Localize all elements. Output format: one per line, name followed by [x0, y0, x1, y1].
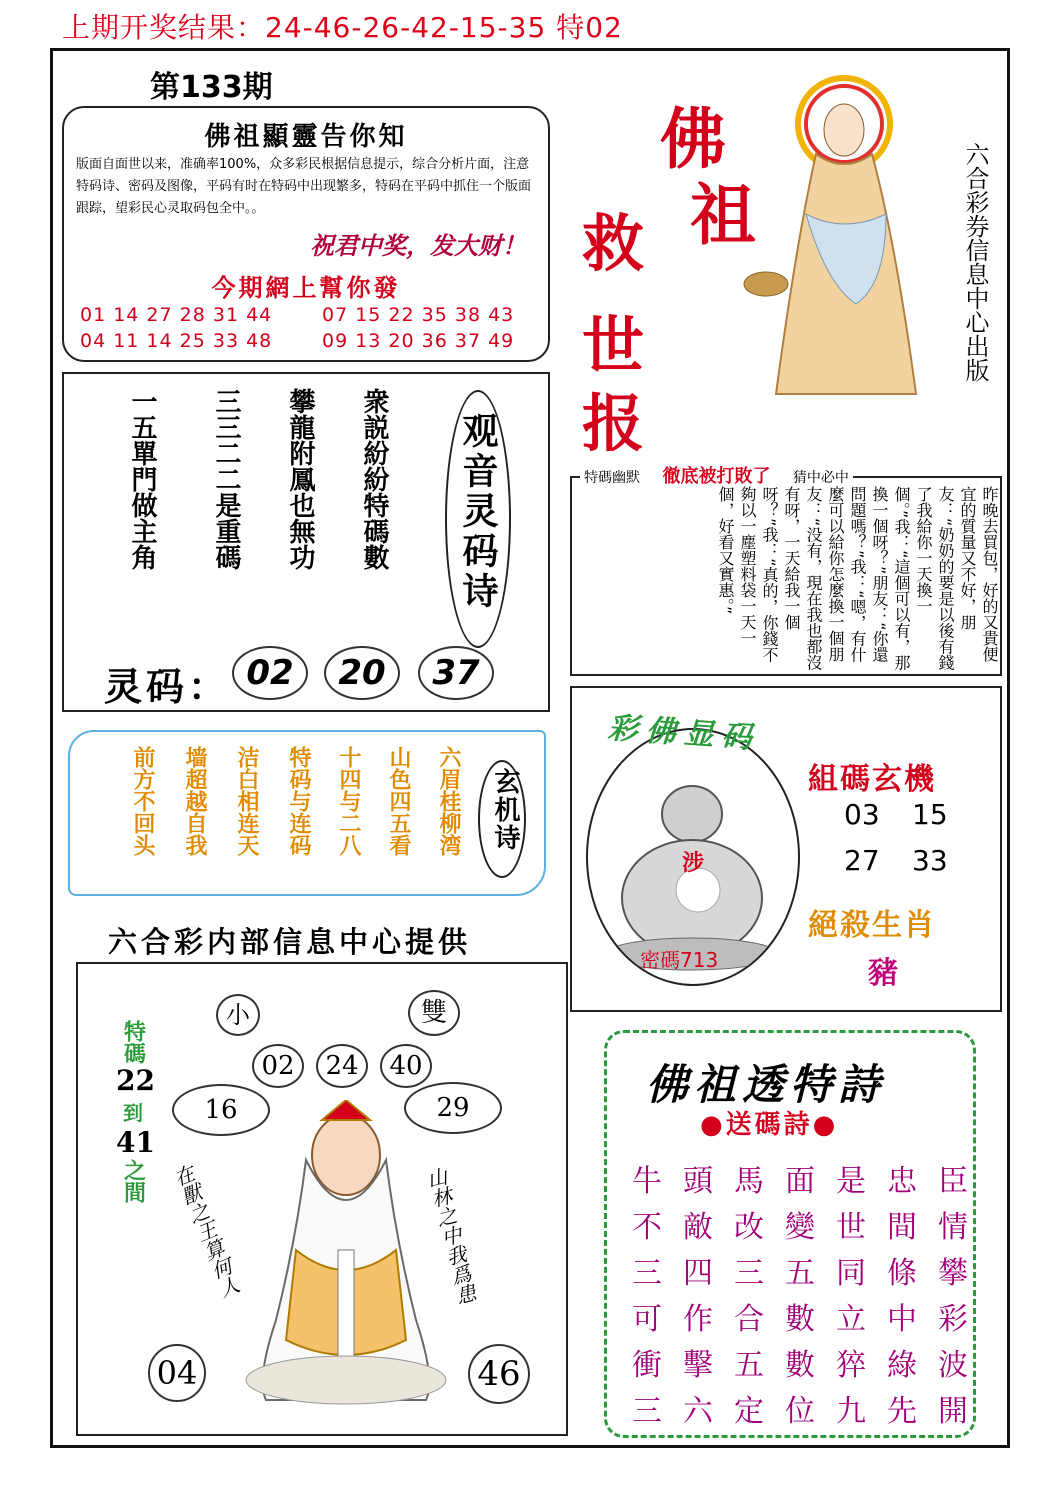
joke-head-title: 徹底被打敗了 — [662, 466, 771, 487]
tema-from: 22 — [116, 1064, 155, 1097]
jsx-title: 絕殺生肖 — [808, 908, 936, 943]
joke-head-right: 猜中必中 — [792, 470, 849, 486]
number-row-2-right: 09 13 20 36 37 49 — [322, 330, 515, 352]
number-row-1-left: 01 14 27 28 31 44 — [80, 304, 273, 326]
zuma-number: 15 — [912, 798, 948, 831]
belly-mark: 涉 — [682, 851, 705, 876]
poem-column: 攀龍附鳳也無功 — [285, 388, 315, 570]
title-char: 佛 — [660, 101, 726, 178]
xuanji-column: 特码与连码 — [286, 746, 311, 856]
guanyin-number: 46 — [468, 1344, 530, 1404]
title-char: 祖 — [690, 177, 756, 254]
xuanji-column: 六眉桂柳湾 — [436, 746, 461, 856]
guanyin-number: 24 — [316, 1044, 368, 1088]
box5-title: 佛祖透特詩 — [646, 1060, 887, 1109]
zuma-title: 組碼玄機 — [808, 762, 936, 797]
bodhisattva-image — [736, 64, 956, 414]
xuanji-column: 墙超越自我 — [182, 746, 207, 856]
xuanji-column: 十四与二八 — [336, 746, 361, 856]
tema-range — [116, 1020, 155, 1203]
poem-row: 不敵改變世間情 — [632, 1210, 989, 1245]
poem-row: 牛頭馬面是忠臣 — [632, 1164, 989, 1199]
number-row-2-left: 04 11 14 25 33 48 — [80, 330, 273, 352]
title-char: 报 — [582, 387, 645, 460]
arc-title: 彩佛显码 — [606, 710, 761, 757]
joke-header — [580, 462, 853, 488]
last-draw-result: 上期开奖结果：24-46-26-42-15-35 特02 — [62, 11, 623, 44]
joke-text: 昨晚去買包，好的又貴便宜的質量又不好，朋友：“奶奶的要是以後有錢了我給你一天換一個。”我：“這個可以有，那換一個呀？”朋友：“你還問題嗎？”我：“嗯，有什麼可以給你怎麼換一個朋友：“没有，現在我也都沒有呀，一天給我一個呀？”我：“真的，你錢不夠以一塵塑料袋一天一個，好看又實惠。” — [716, 486, 999, 671]
mima-code: 密碼713 — [640, 948, 719, 972]
guanyin-figure-image — [236, 1100, 456, 1410]
notice-description: 版面自面世以来，准确率100%，众多彩民根据信息提示，综合分析片面，注意特码诗、密码及图像，平码有时在特码中出现繁多，特码在平码中抓住一个版面跟踪，望彩民心灵取码包全中。。 — [76, 157, 532, 216]
tag-small: 小 — [216, 994, 260, 1036]
poem-column: 三三二二是重碼 — [211, 388, 241, 570]
guanyin-number: 40 — [380, 1044, 432, 1088]
number-row-1-right: 07 15 22 35 38 43 — [322, 304, 515, 326]
left-verse: 在獸之王算何人 — [167, 1162, 243, 1302]
tema-to-word: 到 — [123, 1101, 143, 1125]
provider-line: 六合彩内部信息中心提供 — [108, 925, 472, 959]
poem-row: 可作合數立中彩 — [632, 1302, 989, 1337]
xuanji-column: 山色四五看 — [386, 746, 411, 856]
joke-head-left: 特碼幽默 — [584, 470, 640, 486]
guanyin-number: 04 — [148, 1344, 206, 1402]
jsx-value: 豬 — [868, 956, 898, 991]
issue-number: 第133期 — [150, 70, 273, 105]
lingma-label: 灵码： — [104, 665, 231, 709]
guanyin-number: 16 — [172, 1084, 270, 1136]
slogan: 祝君中奖，发大财！ — [310, 232, 526, 260]
xuanji-column: 洁白相连天 — [234, 746, 259, 856]
poem-column: 衆説紛紛特碼數 — [359, 388, 389, 570]
xuanji-title: 玄机诗 — [490, 768, 520, 852]
right-verse: 山林之中我爲患 — [421, 1165, 479, 1307]
tema-to: 41 — [116, 1126, 155, 1159]
xuanji-column: 前方不回头 — [130, 746, 155, 856]
help-title: 今期網上幫你發 — [211, 274, 401, 302]
lingma-number: 02 — [232, 646, 308, 700]
title-char: 世 — [582, 309, 645, 382]
poem-title: 观音灵码诗 — [457, 412, 498, 612]
publisher: 六合彩券信息中心出版 — [961, 142, 989, 382]
notice-box — [62, 106, 550, 362]
poem-row: 衝擊五數猝綠波 — [632, 1348, 989, 1383]
guanyin-number: 29 — [404, 1082, 502, 1134]
zuma-number: 27 — [844, 844, 880, 877]
poem-row: 三四三五同條攀 — [632, 1256, 989, 1291]
guanyin-number: 02 — [252, 1044, 304, 1088]
tema-between: 之間 — [120, 1159, 146, 1203]
box5-subtitle: ●送碼詩● — [700, 1110, 839, 1140]
zuma-number: 33 — [912, 844, 948, 877]
poem-column: 一五單門做主角 — [127, 388, 157, 570]
poem-row: 三六定位九先開 — [632, 1394, 989, 1429]
zuma-number: 03 — [844, 798, 880, 831]
tag-double: 雙 — [408, 990, 460, 1036]
title-char: 救 — [582, 207, 645, 280]
lingma-number: 20 — [324, 646, 400, 700]
tema-label: 特碼 — [120, 1020, 146, 1064]
lingma-number: 37 — [418, 646, 494, 700]
notice-title: 佛祖顯靈告你知 — [204, 122, 408, 152]
